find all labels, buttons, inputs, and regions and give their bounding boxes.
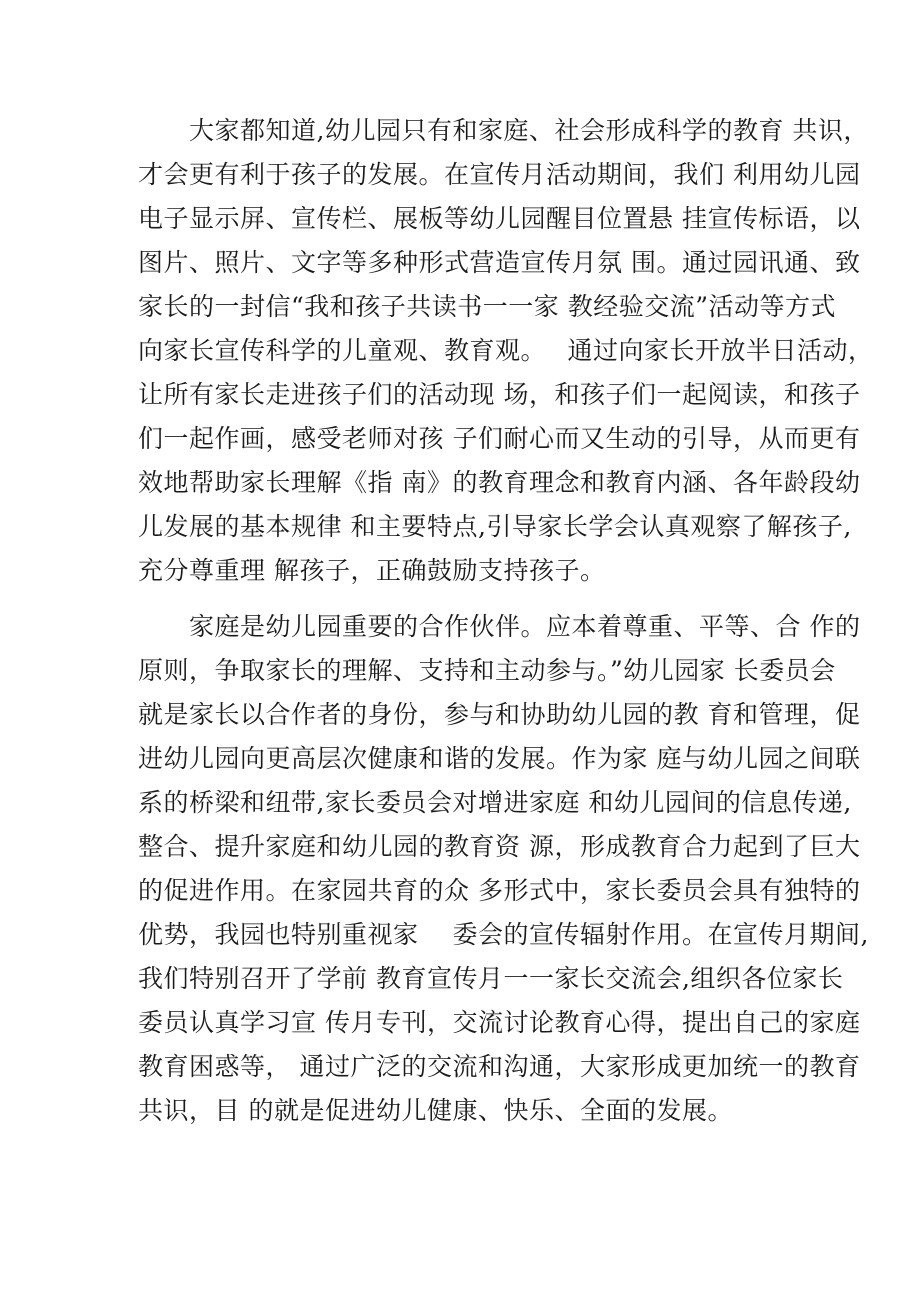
text-line: 们一起作画，感受老师对孩 子们耐心而又生动的引导，从而更有 bbox=[138, 424, 861, 453]
text-line: 才会更有利于孩子的发展。在宣传月活动期间，我们 利用幼儿园 bbox=[138, 160, 861, 189]
text-line: 的促进作用。在家园共育的众 多形式中，家长委员会具有独特的 bbox=[138, 876, 861, 905]
text-line: 儿发展的基本规律 和主要特点,引导家长学会认真观察了解孩子, bbox=[138, 512, 852, 541]
text-line: 共识，目 的就是促进幼儿健康、快乐、全面的发展。 bbox=[138, 1096, 733, 1125]
text-line: 教育困惑等， 通过广泛的交流和沟通，大家形成更加统一的教育 bbox=[138, 1052, 861, 1081]
text-line: 向家长宣传科学的儿童观、教育观。 通过向家长开放半日活动， bbox=[138, 336, 874, 365]
text-line: 就是家长以合作者的身份，参与和协助幼儿园的教 育和管理，促 bbox=[138, 700, 861, 729]
text-line: 家庭是幼儿园重要的合作伙伴。应本着尊重、平等、合 作的 bbox=[138, 612, 861, 641]
text-line: 效地帮助家长理解《指 南》的教育理念和教育内涵、各年龄段幼 bbox=[138, 468, 861, 497]
text-line: 系的桥梁和纽带,家长委员会对增进家庭 和幼儿园间的信息传递, bbox=[138, 788, 852, 817]
text-line: 整合、提升家庭和幼儿园的教育资 源，形成教育合力起到了巨大 bbox=[138, 832, 861, 861]
text-line: 进幼儿园向更高层次健康和谐的发展。作为家 庭与幼儿园之间联 bbox=[138, 744, 861, 773]
text-line: 委员认真学习宣 传月专刊，交流讨论教育心得，提出自己的家庭 bbox=[138, 1008, 861, 1037]
text-line: 大家都知道,幼儿园只有和家庭、社会形成科学的教育 共识， bbox=[138, 116, 869, 145]
text-line: 我们特别召开了学前 教育宣传月一一家长交流会,组织各位家长 bbox=[138, 964, 844, 993]
text-line: 电子显示屏、宣传栏、展板等幼儿园醒目位置悬 挂宣传标语，以 bbox=[138, 204, 861, 233]
text-line: 充分尊重理 解孩子，正确鼓励支持孩子。 bbox=[138, 556, 606, 585]
text-line: 图片、照片、文字等多种形式营造宣传月氛 围。通过园讯通、致 bbox=[138, 248, 861, 277]
text-line: 家长的一封信“我和孩子共读书一一家 教经验交流”活动等方式 bbox=[138, 292, 837, 321]
text-line: 让所有家长走进孩子们的活动现 场，和孩子们一起阅读，和孩子 bbox=[138, 380, 861, 409]
text-line: 优势，我园也特别重视家 委会的宣传辐射作用。在宣传月期间, bbox=[138, 920, 869, 949]
text-line: 原则，争取家长的理解、支持和主动参与。”幼儿园家 长委员会 bbox=[138, 656, 836, 685]
